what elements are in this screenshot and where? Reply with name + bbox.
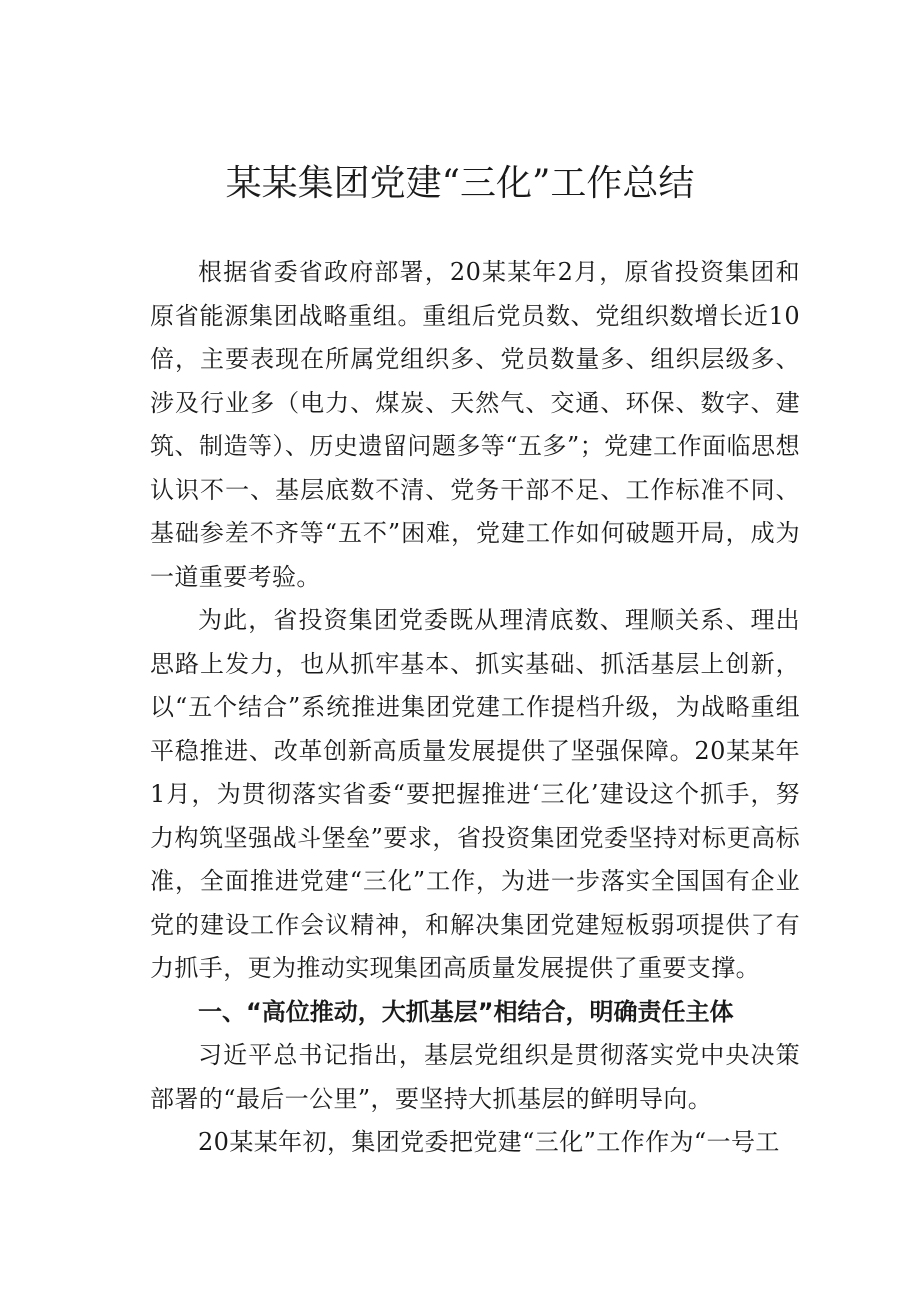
body-paragraph: 根据省委省政府部署，20某某年2月，原省投资集团和原省能源集团战略重组。重组后党员数、党组织数增长近10倍，主要表现在所属党组织多、党员数量多、组织层级多、涉及行业多（电力、煤炭、天然气、交通、环保、数字、建筑、制造等）、历史遗留问题多等“五多”；党建工作面临思想认识不一、基层底数不清、党务干部不足、工作标准不同、基础参差不齐等“五不”困难，党建工作如何破题开局，成为一道重要考验。 xyxy=(150,258,800,591)
section-paragraph: 20某某年初，集团党委把党建“三化”工作作为“一号工 xyxy=(198,1128,780,1156)
body-paragraph: 为此，省投资集团党委既从理清底数、理顺关系、理出思路上发力，也从抓牢基本、抓实基础、抓活基层上创新，以“五个结合”系统推进集团党建工作提档升级，为战略重组平稳推进、改革创新高质量发展提供了坚强保障。20某某年1月，为贯彻落实省委“要把握推进‘三化’建设这个抓手，努力构筑坚强战斗堡垒”要求，省投资集团党委坚持对标更高标准，全面推进党建“三化”工作，为进一步落实全国国有企业党的建设工作会议精神，和解决集团党建短板弱项提供了有力抓手，更为推动实现集团高质量发展提供了重要支撑。 xyxy=(150,606,800,982)
section-heading: 一、“高位推动，大抓基层”相结合，明确责任主体 xyxy=(198,997,734,1026)
document-body xyxy=(150,251,800,1165)
document-title: 某某集团党建“三化”工作总结 xyxy=(225,163,695,204)
section-paragraph: 习近平总书记指出，基层党组织是贯彻落实党中央决策部署的“最后一公里”，要坚持大抓基层的鲜明导向。 xyxy=(150,1041,800,1113)
